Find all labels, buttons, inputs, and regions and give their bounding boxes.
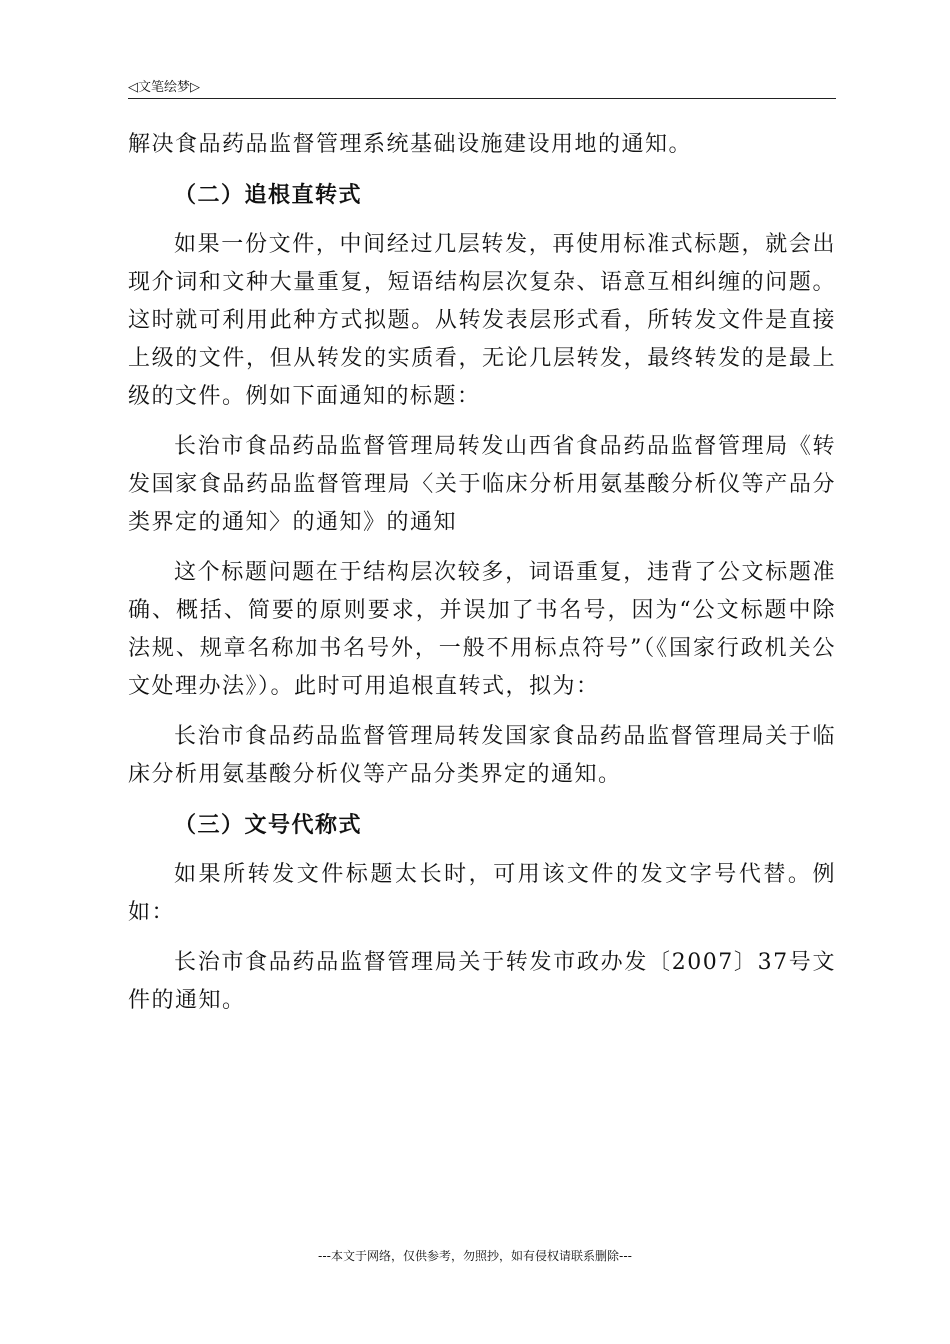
right-triangle-icon: ▷ bbox=[190, 80, 201, 95]
paragraph-doc-number: 如果所转发文件标题太长时，可用该文件的发文字号代替。例如： bbox=[128, 862, 836, 925]
page-header bbox=[128, 74, 836, 99]
paragraph-example-title: 长治市食品药品监督管理局转发山西省食品药品监督管理局《转发国家食品药品监督管理局〈关于临床分析用氨基酸分析仪等产品分类界定的通知〉的通知》的通知 bbox=[128, 434, 836, 535]
page-footer-note: ---本文于网络，仅供参考，勿照抄，如有侵权请联系删除--- bbox=[318, 1249, 632, 1263]
paragraph-continuation: 解决食品药品监督管理系统基础设施建设用地的通知。 bbox=[128, 132, 693, 157]
left-triangle-icon: ◁ bbox=[128, 80, 138, 95]
paragraph-revised-title: 长治市食品药品监督管理局转发国家食品药品监督管理局关于临床分析用氨基酸分析仪等产品分类界定的通知。 bbox=[128, 724, 836, 787]
section-heading-2: （二）追根直转式 bbox=[174, 182, 363, 208]
paragraph-explanation: 如果一份文件，中间经过几层转发，再使用标准式标题，就会出现介词和文种大量重复，短语结构层次复杂、语意互相纠缠的问题。这时就可利用此种方式拟题。从转发表层形式看，所转发文件是直接上级的文件，但从转发的实质看，无论几层转发，最终转发的是最上级的文件。例如下面通知的标题： bbox=[128, 232, 836, 409]
section-heading-3: （三）文号代称式 bbox=[174, 812, 363, 838]
document-body bbox=[128, 126, 836, 1032]
paragraph-doc-number-example: 长治市食品药品监督管理局关于转发市政办发〔2007〕37号文件的通知。 bbox=[128, 950, 836, 1013]
header-title-group bbox=[128, 76, 200, 95]
paragraph-analysis: 这个标题问题在于结构层次较多，词语重复，违背了公文标题准确、概括、简要的原则要求，并误加了书名号，因为“公文标题中除法规、规章名称加书名号外，一般不用标点符号”（《国家行政机关公文处理办法》）。此时可用追根直转式，拟为： bbox=[128, 560, 836, 699]
header-title: 文笔绘梦 bbox=[138, 80, 191, 95]
